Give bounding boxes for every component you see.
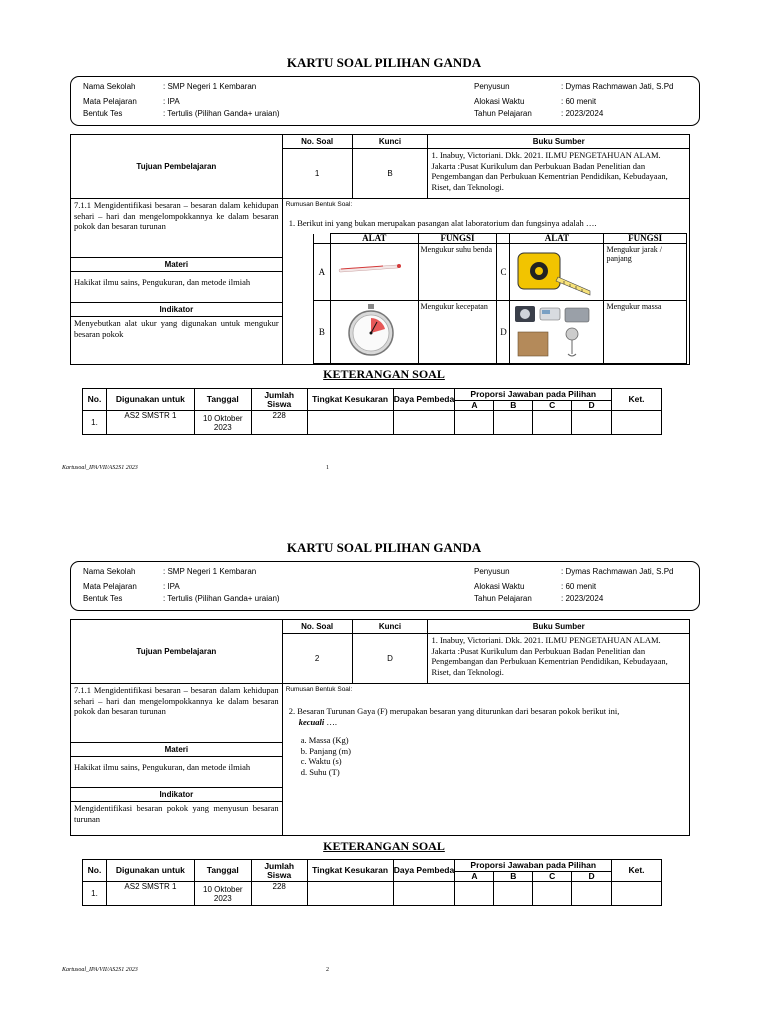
ket-header-d: D <box>572 872 612 882</box>
scales-image <box>510 301 604 364</box>
keterangan-table <box>82 859 662 906</box>
value-alokasi-waktu: : 60 menit <box>561 582 597 591</box>
label-mata-pelajaran: Mata Pelajaran <box>83 97 137 106</box>
ket-header-digunakan: Digunakan untuk <box>106 389 194 411</box>
option-label-b: B <box>313 301 330 364</box>
label-bentuk-tes: Bentuk Tes <box>83 594 123 603</box>
label-tahun-pelajaran: Tahun Pelajaran <box>474 594 532 603</box>
header-tujuan-pembelajaran: Tujuan Pembelajaran <box>71 620 283 684</box>
list-item: d. Suhu (T) <box>300 766 340 777</box>
question-card-table <box>70 134 690 365</box>
ket-header-d: D <box>572 401 612 411</box>
header-alat-2: ALAT <box>510 234 604 244</box>
card-title: KARTU SOAL PILIHAN GANDA <box>286 540 482 555</box>
ket-row-tanggal: 10 Oktober 2023 <box>194 882 251 906</box>
keterangan-table <box>82 388 662 435</box>
header-alat-1: ALAT <box>330 234 418 244</box>
label-tahun-pelajaran: Tahun Pelajaran <box>474 109 532 118</box>
header-kunci: Kunci <box>352 135 428 149</box>
ket-header-c: C <box>533 872 572 882</box>
ket-header-daya-pembeda: Daya Pembeda <box>393 860 455 882</box>
materi-text: Hakikat ilmu sains, Pengukuran, dan metode ilmiah <box>74 277 251 287</box>
header-kunci: Kunci <box>352 620 428 634</box>
question-tail: …. <box>324 717 337 727</box>
scale-icon <box>512 302 594 360</box>
header-tujuan-pembelajaran: Tujuan Pembelajaran <box>71 135 283 199</box>
label-penyusun: Penyusun <box>474 567 510 576</box>
indikator-heading: Indikator <box>71 787 282 802</box>
choices-list <box>283 728 689 777</box>
table-row <box>83 411 662 435</box>
ket-header-no: No. <box>83 860 107 882</box>
materi-heading: Materi <box>71 742 282 757</box>
ket-row-digunakan: AS2 SMSTR 1 <box>106 882 194 906</box>
value-mata-pelajaran: : IPA <box>163 582 180 591</box>
header-no-soal: No. Soal <box>282 620 352 634</box>
option-a-function: Mengukur suhu benda <box>418 244 497 301</box>
ket-header-b: B <box>494 872 533 882</box>
learning-objective-column <box>71 199 283 365</box>
ket-header-a: A <box>455 401 494 411</box>
value-nama-sekolah: : SMP Negeri 1 Kembaran <box>163 567 257 576</box>
ket-row-no: 1. <box>83 882 107 906</box>
list-item: c. Waktu (s) <box>300 756 342 766</box>
label-nama-sekolah: Nama Sekolah <box>83 567 136 576</box>
option-c-function: Mengukur jarak / panjang <box>604 244 686 301</box>
ket-header-ket: Ket. <box>612 389 662 411</box>
page-number: 1 <box>326 465 329 471</box>
option-d-function: Mengukur massa <box>604 301 686 364</box>
measuring-tape-image <box>510 244 604 301</box>
question-area <box>282 684 689 836</box>
ket-row-jumlah: 228 <box>251 882 307 906</box>
option-b-function: Mengukur kecepatan <box>418 301 497 364</box>
answer-key: D <box>352 634 428 684</box>
label-nama-sekolah: Nama Sekolah <box>83 82 136 91</box>
ket-header-tanggal: Tanggal <box>194 860 251 882</box>
question-number: 2 <box>282 634 352 684</box>
learning-objective-text: 7.1.1 Mengidentifikasi besaran – besaran dalam kehidupan sehari – hari dan mengelompokkannya ke dalam besaran pokok dan besaran turunan <box>74 685 279 716</box>
label-penyusun: Penyusun <box>474 82 510 91</box>
source-book: 1. Inabuy, Victoriani. Dkk. 2021. ILMU PENGETAHUAN ALAM. Jakarta :Pusat Kurikulum dan Perbukuan Badan Penelitian dan Pengembangan dan Perbukuan Kementrian Pendidikan, Kebudayaan, Riset, dan Teknologi. <box>428 634 690 684</box>
page-2 <box>0 485 768 985</box>
card-title: KARTU SOAL PILIHAN GANDA <box>286 55 482 70</box>
value-nama-sekolah: : SMP Negeri 1 Kembaran <box>163 82 257 91</box>
list-item: a. Massa (Kg) <box>300 735 349 745</box>
ket-header-tingkat-kesukaran: Tingkat Kesukaran <box>307 860 393 882</box>
value-alokasi-waktu: : 60 menit <box>561 97 597 106</box>
ket-row-digunakan: AS2 SMSTR 1 <box>106 411 194 435</box>
ket-header-b: B <box>494 401 533 411</box>
question-text: 1. Berikut ini yang bukan merupakan pasangan alat laboratorium dan fungsinya adalah …. <box>288 218 597 228</box>
label-alokasi-waktu: Alokasi Waktu <box>474 582 525 591</box>
indikator-heading: Indikator <box>71 302 282 317</box>
ket-header-ket: Ket. <box>612 860 662 882</box>
value-bentuk-tes: : Tertulis (Pilihan Ganda+ uraian) <box>163 594 280 603</box>
value-bentuk-tes: : Tertulis (Pilihan Ganda+ uraian) <box>163 109 280 118</box>
question-kecuali: kecuali <box>298 717 325 727</box>
ket-header-no: No. <box>83 389 107 411</box>
label-mata-pelajaran: Mata Pelajaran <box>83 582 137 591</box>
ket-header-jumlah-siswa: Jumlah Siswa <box>251 860 307 882</box>
ket-header-daya-pembeda: Daya Pembeda <box>393 389 455 411</box>
question-text-block <box>283 695 689 728</box>
keterangan-title: KETERANGAN SOAL <box>323 839 445 853</box>
rumusan-label: Rumusan Bentuk Soal: <box>285 686 353 693</box>
info-box <box>70 76 700 126</box>
thermometer-image <box>330 244 418 301</box>
header-fungsi-2: FUNGSI <box>604 234 686 244</box>
question-area <box>282 199 689 365</box>
materi-heading: Materi <box>71 257 282 272</box>
keterangan-title: KETERANGAN SOAL <box>323 367 445 381</box>
list-item: b. Panjang (m) <box>300 745 351 756</box>
answer-key: B <box>352 149 428 199</box>
stopwatch-icon <box>333 302 409 358</box>
indikator-text: Menyebutkan alat ukur yang digunakan untuk mengukur besaran pokok <box>74 318 279 339</box>
page-footer: Kartusoal_IPA/VII/AS2S1 2023 <box>62 465 138 471</box>
ket-header-tingkat-kesukaran: Tingkat Kesukaran <box>307 389 393 411</box>
value-mata-pelajaran: : IPA <box>163 97 180 106</box>
stopwatch-image <box>330 301 418 364</box>
measuring-tape-icon <box>512 245 594 297</box>
label-alokasi-waktu: Alokasi Waktu <box>474 97 525 106</box>
options-table <box>313 233 687 364</box>
header-no-soal: No. Soal <box>282 135 352 149</box>
question-card-table <box>70 619 690 836</box>
header-fungsi-1: FUNGSI <box>418 234 497 244</box>
ket-header-a: A <box>455 872 494 882</box>
ket-header-proporsi: Proporsi Jawaban pada Pilihan <box>455 389 612 401</box>
ket-row-no: 1. <box>83 411 107 435</box>
learning-objective-column <box>71 684 283 836</box>
materi-text: Hakikat ilmu sains, Pengukuran, dan metode ilmiah <box>74 762 251 772</box>
page-number: 2 <box>326 967 329 973</box>
source-book: 1. Inabuy, Victoriani. Dkk. 2021. ILMU PENGETAHUAN ALAM. Jakarta :Pusat Kurikulum dan Perbukuan Badan Penelitian dan Pengembangan dan Perbukuan Kementrian Pendidikan, Kebudayaan, Riset, dan Teknologi. <box>428 149 690 199</box>
rumusan-label: Rumusan Bentuk Soal: <box>285 201 353 208</box>
option-label-c: C <box>497 244 510 301</box>
value-penyusun: : Dymas Rachmawan Jati, S.Pd <box>561 567 674 576</box>
ket-header-jumlah-siswa: Jumlah Siswa <box>251 389 307 411</box>
value-penyusun: : Dymas Rachmawan Jati, S.Pd <box>561 82 674 91</box>
learning-objective-text: 7.1.1 Mengidentifikasi besaran – besaran dalam kehidupan sehari – hari dan mengelompokkannya ke dalam besaran pokok dan besaran turunan <box>74 200 279 231</box>
ket-row-tanggal: 10 Oktober 2023 <box>194 411 251 435</box>
page-footer: Kartusoal_IPA/VII/AS2S1 2023 <box>62 967 138 973</box>
info-box <box>70 561 700 611</box>
table-row <box>83 882 662 906</box>
header-buku-sumber: Buku Sumber <box>428 620 690 634</box>
question-number: 1 <box>282 149 352 199</box>
ket-row-jumlah: 228 <box>251 411 307 435</box>
page-1 <box>0 0 768 500</box>
indikator-text: Mengidentifikasi besaran pokok yang menyusun besaran turunan <box>74 803 279 824</box>
header-buku-sumber: Buku Sumber <box>428 135 690 149</box>
option-label-d: D <box>497 301 510 364</box>
label-bentuk-tes: Bentuk Tes <box>83 109 123 118</box>
ket-header-c: C <box>533 401 572 411</box>
ket-header-proporsi: Proporsi Jawaban pada Pilihan <box>455 860 612 872</box>
value-tahun-pelajaran: : 2023/2024 <box>561 109 604 118</box>
thermometer-icon <box>333 245 409 295</box>
option-label-a: A <box>313 244 330 301</box>
value-tahun-pelajaran: : 2023/2024 <box>561 594 604 603</box>
ket-header-digunakan: Digunakan untuk <box>106 860 194 882</box>
ket-header-tanggal: Tanggal <box>194 389 251 411</box>
question-text: 2. Besaran Turunan Gaya (F) merupakan besaran yang diturunkan dari besaran pokok berikut ini, <box>288 706 620 716</box>
